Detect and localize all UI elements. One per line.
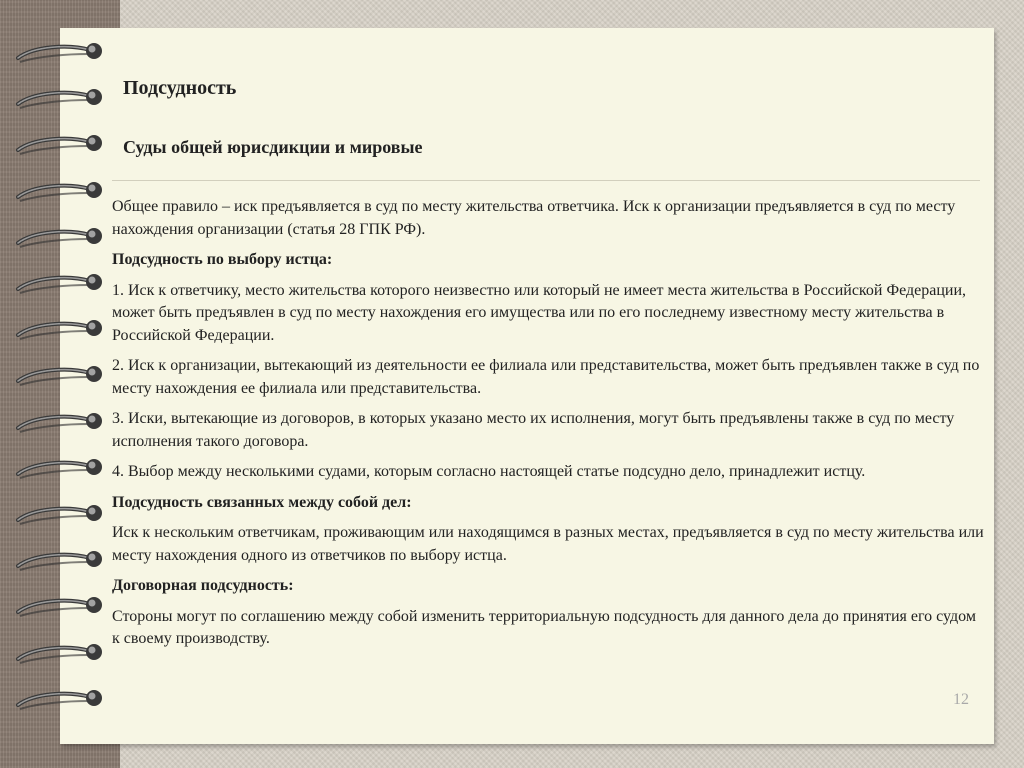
binder-ring-icon	[14, 128, 106, 158]
binder-ring-icon	[14, 544, 106, 574]
binder-ring-icon	[14, 359, 106, 389]
paragraph-contractual: Стороны могут по соглашению между собой изменить территориальную подсудность для данного дела до принятия его судом к своему производству.	[112, 607, 976, 647]
heading-contractual: Договорная подсудность:	[112, 577, 294, 594]
binder-ring-icon	[14, 683, 106, 713]
binder-ring-icon	[14, 498, 106, 528]
slide-subtitle: Суды общей юрисдикции и мировые	[123, 137, 423, 157]
binder-ring-icon	[14, 637, 106, 667]
paragraph-item-4: 4. Выбор между несколькими судами, которым согласно настоящей статье подсудно дело, принадлежит истцу.	[112, 463, 866, 480]
binder-ring-icon	[14, 313, 106, 343]
binder-ring-icon	[14, 452, 106, 482]
heading-related-cases: Подсудность связанных между собой дел:	[112, 493, 412, 511]
title-divider	[112, 180, 980, 181]
paragraph-item-1: 1. Иск к ответчику, место жительства которого неизвестно или который не имеет места жительства в Российской Федерации, может быть предъявлен в суд по месту нахождения его имущества или по его последнему известному месту жительства в Российской Федерации.	[112, 281, 967, 344]
slide-body	[112, 196, 984, 659]
binder-ring-icon	[14, 36, 106, 66]
paragraph-related-cases: Иск к нескольким ответчикам, проживающим или находящимся в разных местах, предъявляется в суд по месту жительства или месту нахождения одного из ответчиков по выбору истца.	[112, 524, 984, 564]
paragraph-item-3: 3. Иски, вытекающие из договоров, в которых указано место их исполнения, могут быть предъявлены также в суд по месту исполнения такого договора.	[112, 410, 955, 450]
heading-plaintiff-choice: Подсудность по выбору истца:	[112, 251, 333, 268]
binder-ring-icon	[14, 267, 106, 297]
binder-ring-icon	[14, 221, 106, 251]
binder-ring-icon	[14, 175, 106, 205]
paragraph-item-2: 2. Иск к организации, вытекающий из деятельности ее филиала или представительства, может быть предъявлен также в суд по месту нахождения ее филиала или представительства.	[112, 357, 980, 397]
page-number: 12	[953, 691, 969, 708]
slide-title: Подсудность	[123, 77, 237, 99]
paragraph-general-rule: Общее правило – иск предъявляется в суд по месту жительства ответчика. Иск к организации предъявляется в суд по месту нахождения организации (статья 28 ГПК РФ).	[112, 198, 956, 238]
binder-ring-icon	[14, 406, 106, 436]
binder-ring-icon	[14, 82, 106, 112]
binder-ring-icon	[14, 590, 106, 620]
